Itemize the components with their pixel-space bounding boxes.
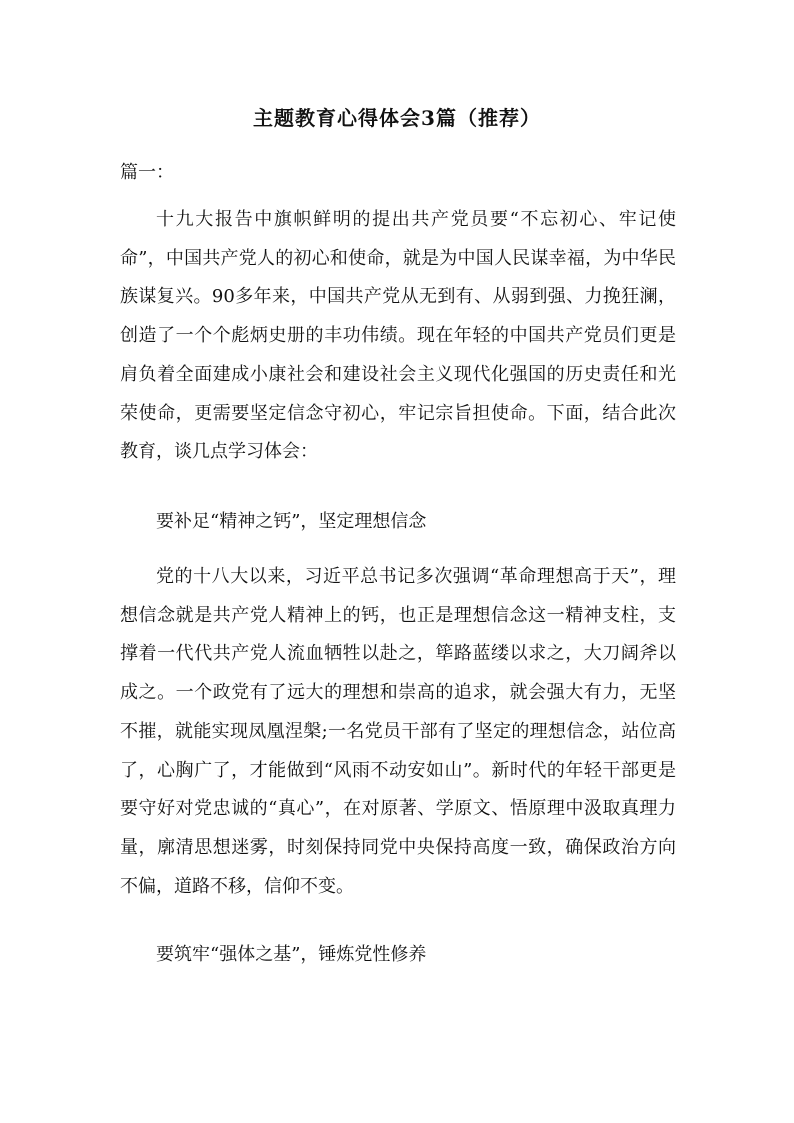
document-title: 主题教育心得体会3篇（推荐） — [253, 106, 541, 130]
section-label: 篇一： — [120, 162, 174, 183]
body-paragraph: 党的十八大以来，习近平总书记多次强调“革命理想高于天”，理想信念就是共产党人精神上的钙，也正是理想信念这一精神支柱，支撑着一代代共产党人流血牺牲以赴之，筚路蓝缕以求之，大刀阔斧以成之。一个政党有了远大的理想和崇高的追求，就会强大有力，无坚不摧，就能实现凤凰涅槃;一名党员干部有了坚定的理想信念，站位高了，心胸广了，才能做到“风雨不动安如山”。新时代的年轻干部更是要守好对党忠诚的“真心”，在对原著、学原文、悟原理中汲取真理力量，廓清思想迷雾，时刻保持同党中央保持高度一致，确保政治方向不偏，道路不移，信仰不变。 — [120, 566, 676, 897]
body-paragraph: 十九大报告中旗帜鲜明的提出共产党员要“不忘初心、牢记使命”，中国共产党人的初心和使命，就是为中国人民谋幸福，为中华民族谋复兴。90多年来，中国共产党从无到有、从弱到强、力挽狂澜，创造了一个个彪炳史册的丰功伟绩。现在年轻的中国共产党员们更是肩负着全面建成小康社会和建设社会主义现代化强国的历史责任和光荣使命，更需要坚定信念守初心，牢记宗旨担使命。下面，结合此次教育，谈几点学习体会： — [120, 209, 676, 463]
subheading: 要筑牢“强体之基”，锤炼党性修养 — [156, 944, 427, 965]
subheading: 要补足“精神之钙”，坚定理想信念 — [156, 511, 427, 532]
